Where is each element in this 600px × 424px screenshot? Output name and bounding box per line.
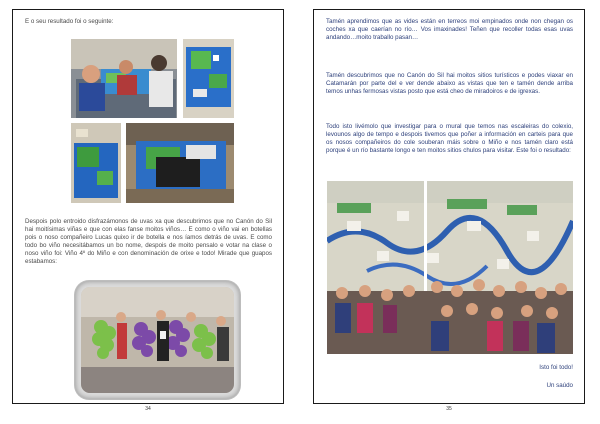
photo-model-closeup	[71, 123, 121, 203]
left-intro-text: E o seu resultado foi o seguinte:	[25, 18, 114, 25]
page-left	[12, 9, 284, 404]
right-paragraph-2: Tamén descubrimos que no Canón do Sil hai moitos sitios turísticos e podes viaxar en Catamarán por parte del e ver dende abaixo as vistas que ten e tamén dende arriba temos unhas fermosas vistas posto que está cheo de miradoiros e de igrexas.	[326, 72, 573, 96]
closing-line-2: Un saúdo	[546, 382, 573, 389]
photo-grape-costumes	[75, 281, 240, 399]
page-number-left: 34	[145, 406, 151, 412]
right-paragraph-3: Todo isto livémolo que investigar para o mural que temos nas escaleiras do colexio, levounos algo de tempo e despois tivemos que poñer a información en carteis para que os nosos compañeiros do cole souberan máis sobre o Miño e nos tamén claro está porque é un río bastante longo e ten moitos sitios chulos para visitar. Este foi o resultado:	[326, 123, 573, 155]
photo-box-model	[126, 123, 234, 203]
right-paragraph-1: Tamén aprendimos que as vides están en terreos moi empinados onde non chegan os coches xa que caerían no río… Vos imaxinades! Teñen que recoller todas esas uvas andando…moito traballo pasan…	[326, 18, 573, 42]
closing-line-1: Isto foi todo!	[539, 364, 573, 371]
page-right	[313, 9, 585, 404]
page-number-right: 35	[446, 406, 452, 412]
photo-kids-working	[71, 39, 177, 118]
photo-river-model	[183, 39, 234, 118]
photo-school-mural	[327, 181, 573, 354]
left-main-paragraph: Despois polo entroido disfrazámonos de uvas xa que descubrimos que no Canón do Sil hai moitísimas viñas e que con elas fanse moitos viños… E como o viño vai en botellas pois o noso compañeiro Lucas quixo ir de botella e nos íamos detrás de uvas. E como todo bo viño necesitábamos un bo nome, despois de moito pensalo e votar na clase o noso viño foi: Viño 4º do Miño e con denominación de orixe e todo! Mirade que guapos estabamos:	[25, 218, 272, 266]
